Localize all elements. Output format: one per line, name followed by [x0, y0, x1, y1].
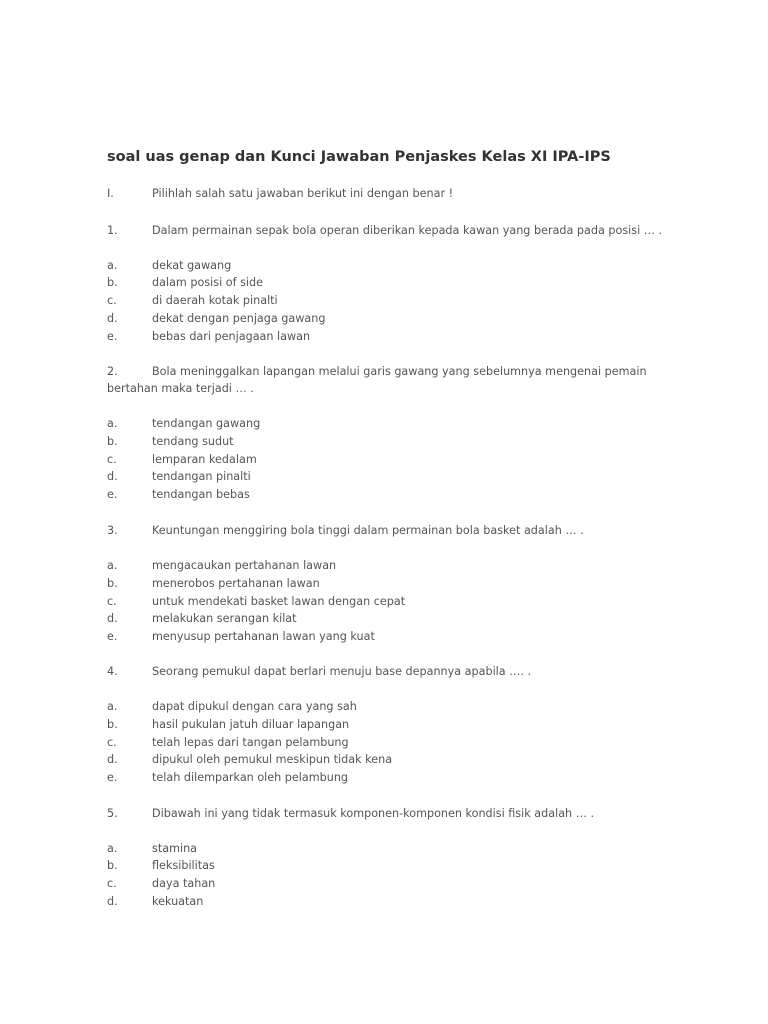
- option-5c: [107, 877, 215, 891]
- question-5-text: Dibawah ini yang tidak termasuk komponen-komponen kondisi fisik adalah … .: [152, 807, 595, 820]
- question-3-number: 3.: [107, 524, 118, 537]
- option-text: tendangan pinalti: [152, 470, 251, 483]
- option-5a: [107, 842, 197, 856]
- option-1d: [107, 312, 325, 326]
- question-3-text: Keuntungan menggiring bola tinggi dalam permainan bola basket adalah … .: [152, 524, 584, 537]
- option-letter: e.: [107, 771, 118, 784]
- question-1-text: Dalam permainan sepak bola operan diberikan kepada kawan yang berada pada posisi … .: [152, 224, 663, 237]
- option-1a: [107, 259, 231, 273]
- option-text: mengacaukan pertahanan lawan: [152, 559, 337, 572]
- option-letter: b.: [107, 859, 118, 872]
- page-title: soal uas genap dan Kunci Jawaban Penjaskes Kelas XI IPA-IPS: [107, 149, 611, 165]
- option-5d: [107, 895, 203, 909]
- option-1c: [107, 294, 278, 308]
- instruction-line: [107, 187, 453, 201]
- option-letter: d.: [107, 470, 118, 483]
- option-text: hasil pukulan jatuh diluar lapangan: [152, 718, 350, 731]
- question-1: [107, 224, 662, 238]
- option-text: telah dilemparkan oleh pelambung: [152, 771, 349, 784]
- option-text: dipukul oleh pemukul meskipun tidak kena: [152, 753, 393, 766]
- option-letter: c.: [107, 453, 117, 466]
- option-text: stamina: [152, 842, 198, 855]
- option-letter: d.: [107, 612, 118, 625]
- option-text: menyusup pertahanan lawan yang kuat: [152, 630, 375, 643]
- option-4e: [107, 771, 348, 785]
- option-text: bebas dari penjagaan lawan: [152, 330, 311, 343]
- option-letter: e.: [107, 488, 118, 501]
- instruction-text: Pilihlah salah satu jawaban berikut ini dengan benar !: [152, 187, 454, 200]
- question-5: [107, 807, 594, 821]
- question-2-continuation: bertahan maka terjadi … .: [107, 382, 254, 395]
- option-text: tendang sudut: [152, 435, 234, 448]
- option-2c: [107, 453, 257, 467]
- option-letter: b.: [107, 577, 118, 590]
- option-text: fleksibilitas: [152, 859, 215, 872]
- option-letter: e.: [107, 630, 118, 643]
- option-text: dapat dipukul dengan cara yang sah: [152, 700, 357, 713]
- option-text: dekat dengan penjaga gawang: [152, 312, 326, 325]
- option-3a: [107, 559, 336, 573]
- option-3c: [107, 595, 405, 609]
- option-text: kekuatan: [152, 895, 204, 908]
- option-4d: [107, 753, 392, 767]
- option-letter: a.: [107, 259, 118, 272]
- option-letter: d.: [107, 312, 118, 325]
- option-4b: [107, 718, 349, 732]
- question-5-number: 5.: [107, 807, 118, 820]
- option-letter: a.: [107, 700, 118, 713]
- instruction-marker: I.: [107, 187, 114, 200]
- option-text: dekat gawang: [152, 259, 232, 272]
- option-2d: [107, 470, 251, 484]
- question-2: [107, 365, 647, 379]
- option-text: daya tahan: [152, 877, 216, 890]
- option-text: dalam posisi of side: [152, 276, 264, 289]
- option-3b: [107, 577, 320, 591]
- option-letter: a.: [107, 842, 118, 855]
- option-4c: [107, 736, 349, 750]
- question-4-text: Seorang pemukul dapat berlari menuju base depannya apabila …. .: [152, 665, 532, 678]
- option-letter: c.: [107, 595, 117, 608]
- question-2-text: Bola meninggalkan lapangan melalui garis gawang yang sebelumnya mengenai pemain: [152, 365, 647, 378]
- option-text: telah lepas dari tangan pelambung: [152, 736, 349, 749]
- option-letter: c.: [107, 877, 117, 890]
- option-1b: [107, 276, 263, 290]
- option-text: di daerah kotak pinalti: [152, 294, 278, 307]
- option-text: tendangan bebas: [152, 488, 250, 501]
- option-2a: [107, 417, 260, 431]
- question-3: [107, 524, 584, 538]
- option-letter: c.: [107, 294, 117, 307]
- question-1-number: 1.: [107, 224, 118, 237]
- option-letter: b.: [107, 718, 118, 731]
- option-2b: [107, 435, 234, 449]
- option-4a: [107, 700, 357, 714]
- option-letter: d.: [107, 895, 118, 908]
- option-text: melakukan serangan kilat: [152, 612, 297, 625]
- option-letter: c.: [107, 736, 117, 749]
- option-letter: b.: [107, 276, 118, 289]
- option-text: tendangan gawang: [152, 417, 261, 430]
- option-text: menerobos pertahanan lawan: [152, 577, 320, 590]
- option-letter: d.: [107, 753, 118, 766]
- option-3e: [107, 630, 375, 644]
- option-text: lemparan kedalam: [152, 453, 257, 466]
- option-1e: [107, 330, 310, 344]
- option-letter: a.: [107, 417, 118, 430]
- option-text: untuk mendekati basket lawan dengan cepat: [152, 595, 406, 608]
- question-4-number: 4.: [107, 665, 118, 678]
- option-2e: [107, 488, 250, 502]
- option-letter: a.: [107, 559, 118, 572]
- option-3d: [107, 612, 297, 626]
- question-2-number: 2.: [107, 365, 118, 378]
- question-4: [107, 665, 531, 679]
- option-letter: b.: [107, 435, 118, 448]
- option-letter: e.: [107, 330, 118, 343]
- option-5b: [107, 859, 215, 873]
